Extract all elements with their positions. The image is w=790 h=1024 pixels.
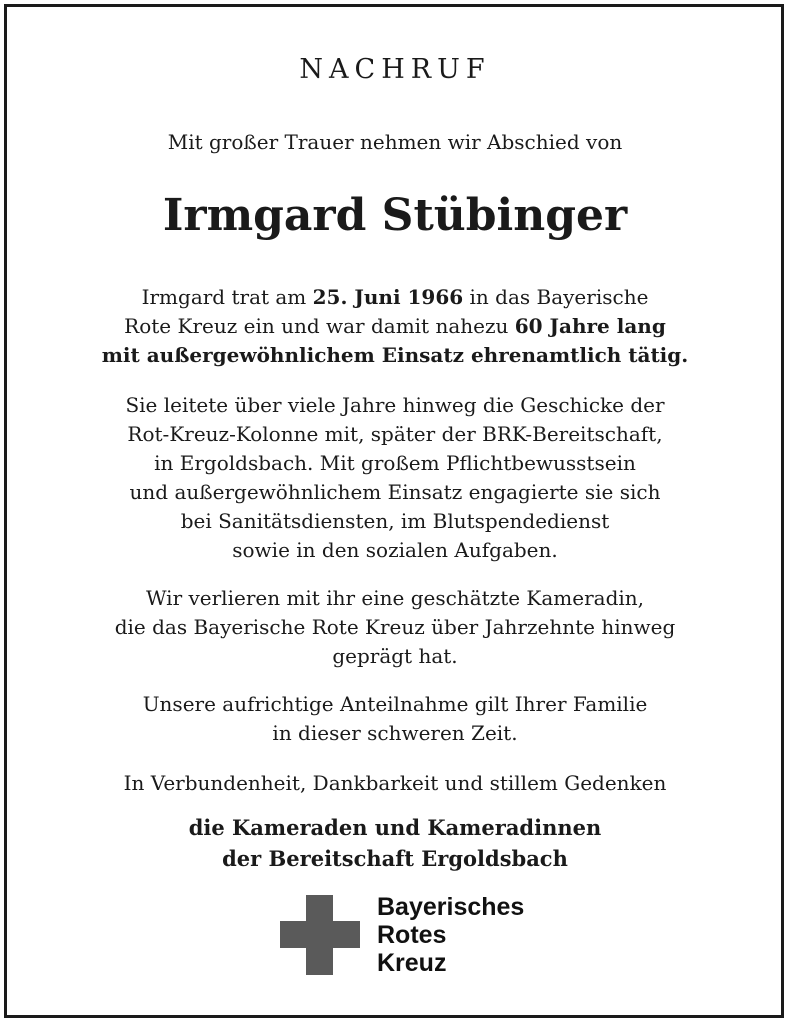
closing-text: In Verbundenheit, Dankbarkeit und stillem Gedenken — [123, 771, 667, 795]
service-years: 60 Jahre lang — [514, 314, 666, 338]
deceased-name: Irmgard Stübinger — [162, 190, 628, 241]
paragraph-line: Sie leitete über viele Jahre hinweg die Geschicke der — [125, 393, 665, 417]
logo-wordmark — [377, 893, 524, 977]
service-highlight: mit außergewöhnlichem Einsatz ehrenamtlich tätig. — [101, 343, 689, 367]
paragraph-condolence — [0, 690, 790, 748]
text-run: in das Bayerische — [463, 285, 649, 309]
paragraph-line — [0, 312, 790, 341]
paragraph-line: und außergewöhnlichem Einsatz engagierte sie sich — [129, 480, 661, 504]
brk-logo — [280, 893, 580, 983]
paragraph-leadership — [0, 391, 790, 565]
join-date: 25. Juni 1966 — [312, 285, 464, 309]
paragraph-loss — [0, 584, 790, 671]
red-cross-icon — [280, 895, 360, 975]
paragraph-line: geprägt hat. — [332, 644, 458, 668]
paragraph-line: Wir verlieren mit ihr eine geschätzte Kameradin, — [145, 586, 645, 610]
paragraph-line: die das Bayerische Rote Kreuz über Jahrzehnte hinweg — [114, 615, 676, 639]
intro-text: Mit großer Trauer nehmen wir Abschied von — [167, 130, 623, 154]
signature — [0, 812, 790, 874]
signature-line: die Kameraden und Kameradinnen — [188, 815, 602, 840]
paragraph-line: Unsere aufrichtige Anteilnahme gilt Ihrer Familie — [142, 692, 648, 716]
paragraph-line: in dieser schweren Zeit. — [272, 721, 518, 745]
cross-horizontal-bar — [280, 921, 360, 948]
logo-line: Bayerisches — [377, 893, 525, 921]
text-run: Rote Kreuz ein und war damit nahezu — [124, 314, 515, 338]
logo-line: Rotes — [377, 921, 447, 949]
paragraph-line: Rot-Kreuz-Kolonne mit, später der BRK-Bereitschaft, — [127, 422, 663, 446]
notice-heading: NACHRUF — [299, 54, 491, 85]
paragraph-line — [0, 283, 790, 312]
paragraph-line: sowie in den sozialen Aufgaben. — [232, 538, 558, 562]
text-run: Irmgard trat am — [141, 285, 313, 309]
paragraph-line: in Ergoldsbach. Mit großem Pflichtbewusstsein — [154, 451, 636, 475]
paragraph-line — [0, 341, 790, 370]
logo-line: Kreuz — [377, 949, 447, 977]
signature-line: der Bereitschaft Ergoldsbach — [222, 846, 568, 871]
paragraph-line: bei Sanitätsdiensten, im Blutspendedienst — [180, 509, 610, 533]
paragraph-service — [0, 283, 790, 370]
